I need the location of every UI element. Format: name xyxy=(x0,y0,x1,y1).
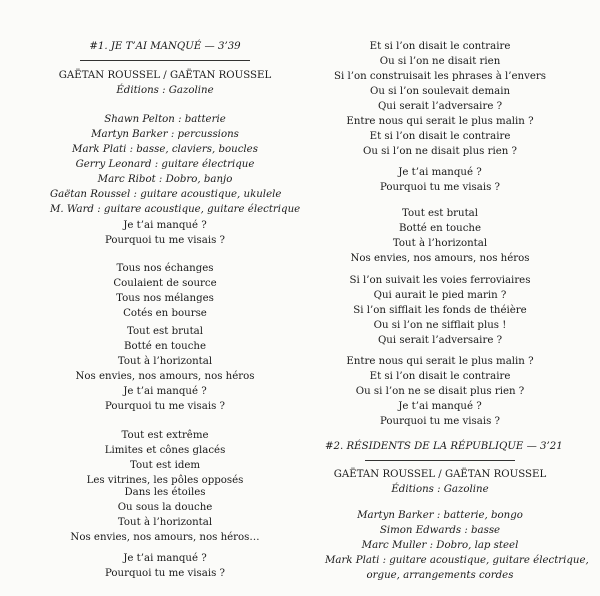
lyric-line: Entre nous qui serait le plus malin ? xyxy=(346,116,534,127)
credit-line: Martyn Barker : percussions xyxy=(91,129,239,140)
lyric-line: Nos envies, nos amours, nos héros xyxy=(75,371,255,382)
lyric-line: Je t’ai manqué ? xyxy=(123,553,207,564)
credit-line: Mark Plati : guitare acoustique, guitare électrique, xyxy=(325,555,589,566)
lyric-line: Je t’ai manqué ? xyxy=(123,386,207,397)
lyric-line: Tout à l’horizontal xyxy=(392,238,488,249)
lyric-line: Ou si l’on ne disait plus rien ? xyxy=(362,146,518,157)
track2-authors: GAËTAN ROUSSEL / GAËTAN ROUSSEL xyxy=(333,469,547,480)
track1-authors: GAËTAN ROUSSEL / GAËTAN ROUSSEL xyxy=(58,70,272,81)
lyric-line: Tout est brutal xyxy=(127,326,203,337)
credit-line: Shawn Pelton : batterie xyxy=(104,114,226,125)
lyric-line: Ou si l’on ne sifflait plus ! xyxy=(373,320,507,331)
lyric-line: Tout est brutal xyxy=(402,208,478,219)
lyric-line: Qui serait l’adversaire ? xyxy=(377,335,503,346)
lyric-line: Et si l’on disait le contraire xyxy=(369,41,511,52)
lyric-line: Tous nos mélanges xyxy=(116,293,214,304)
credit-line: Marc Ribot : Dobro, banjo xyxy=(97,174,233,185)
lyric-line: Si l’on sifflait les fonds de théière xyxy=(353,305,527,316)
lyric-line: Et si l’on disait le contraire xyxy=(369,131,511,142)
track2-header-rule xyxy=(365,460,515,461)
lyric-line: Dans les étoiles xyxy=(124,487,206,498)
lyric-line: Ou si l’on soulevait demain xyxy=(369,86,511,97)
track2-publisher: Éditions : Gazoline xyxy=(391,484,489,495)
lyric-line: Botté en touche xyxy=(399,223,481,234)
credit-line: Martyn Barker : batterie, bongo xyxy=(357,510,523,521)
credit-line: Mark Plati : basse, claviers, boucles xyxy=(72,144,258,155)
track1-publisher: Éditions : Gazoline xyxy=(116,85,214,96)
lyric-line: Tout à l’horizontal xyxy=(117,517,213,528)
lyric-line: Nos envies, nos amours, nos héros xyxy=(350,253,530,264)
lyric-line: Et si l’on disait le contraire xyxy=(369,371,511,382)
lyric-line: Botté en touche xyxy=(124,341,206,352)
lyric-line: Tout à l’horizontal xyxy=(117,356,213,367)
lyric-line: Je t’ai manqué ? xyxy=(398,167,482,178)
lyric-line: Pourquoi tu me visais ? xyxy=(379,182,501,193)
lyric-line: Pourquoi tu me visais ? xyxy=(104,401,226,412)
lyric-line: Pourquoi tu me visais ? xyxy=(104,568,226,579)
lyric-line: Ou si l’on ne se disait plus rien ? xyxy=(355,386,525,397)
lyric-line: Qui serait l’adversaire ? xyxy=(377,101,503,112)
lyric-line: Pourquoi tu me visais ? xyxy=(104,235,226,246)
track1-header-rule xyxy=(80,60,250,61)
credit-line: orgue, arrangements cordes xyxy=(366,570,514,581)
credit-line: M. Ward : guitare acoustique, guitare électrique xyxy=(50,204,301,215)
right-column xyxy=(325,0,589,596)
credit-line: Simon Edwards : basse xyxy=(379,525,501,536)
lyric-line: Coulaient de source xyxy=(113,278,217,289)
lyric-line: Cotés en bourse xyxy=(123,308,207,319)
lyric-line: Les vitrines, les pôles opposés xyxy=(86,475,244,486)
lyric-line: Tout est extrême xyxy=(121,430,209,441)
lyric-line: Pourquoi tu me visais ? xyxy=(379,416,501,427)
lyric-line: Je t’ai manqué ? xyxy=(398,401,482,412)
lyric-line: Entre nous qui serait le plus malin ? xyxy=(346,356,534,367)
credit-line: Gerry Leonard : guitare électrique xyxy=(75,159,255,170)
left-column xyxy=(50,0,301,596)
lyric-line: Si l’on suivait les voies ferroviaires xyxy=(349,275,531,286)
credit-line: Marc Muller : Dobro, lap steel xyxy=(361,540,519,551)
lyric-line: Nos envies, nos amours, nos héros… xyxy=(70,532,260,543)
lyric-line: Tous nos échanges xyxy=(116,263,214,274)
lyric-line: Qui aurait le pied marin ? xyxy=(373,290,507,301)
credit-line: Gaëtan Roussel : guitare acoustique, ukulele xyxy=(50,189,282,200)
lyric-line: Ou sous la douche xyxy=(117,502,213,513)
track2-header: #2. RÉSIDENTS DE LA RÉPUBLIQUE — 3’21 xyxy=(325,441,563,452)
lyric-line: Je t’ai manqué ? xyxy=(123,220,207,231)
lyric-line: Limites et cônes glacés xyxy=(104,445,226,456)
lyric-line: Ou si l’on ne disait rien xyxy=(379,56,501,67)
lyric-line: Tout est idem xyxy=(129,460,201,471)
track1-header: #1. JE T’AI MANQUÉ — 3’39 xyxy=(89,41,241,52)
lyric-line: Si l’on construisait les phrases à l’envers xyxy=(334,71,546,82)
